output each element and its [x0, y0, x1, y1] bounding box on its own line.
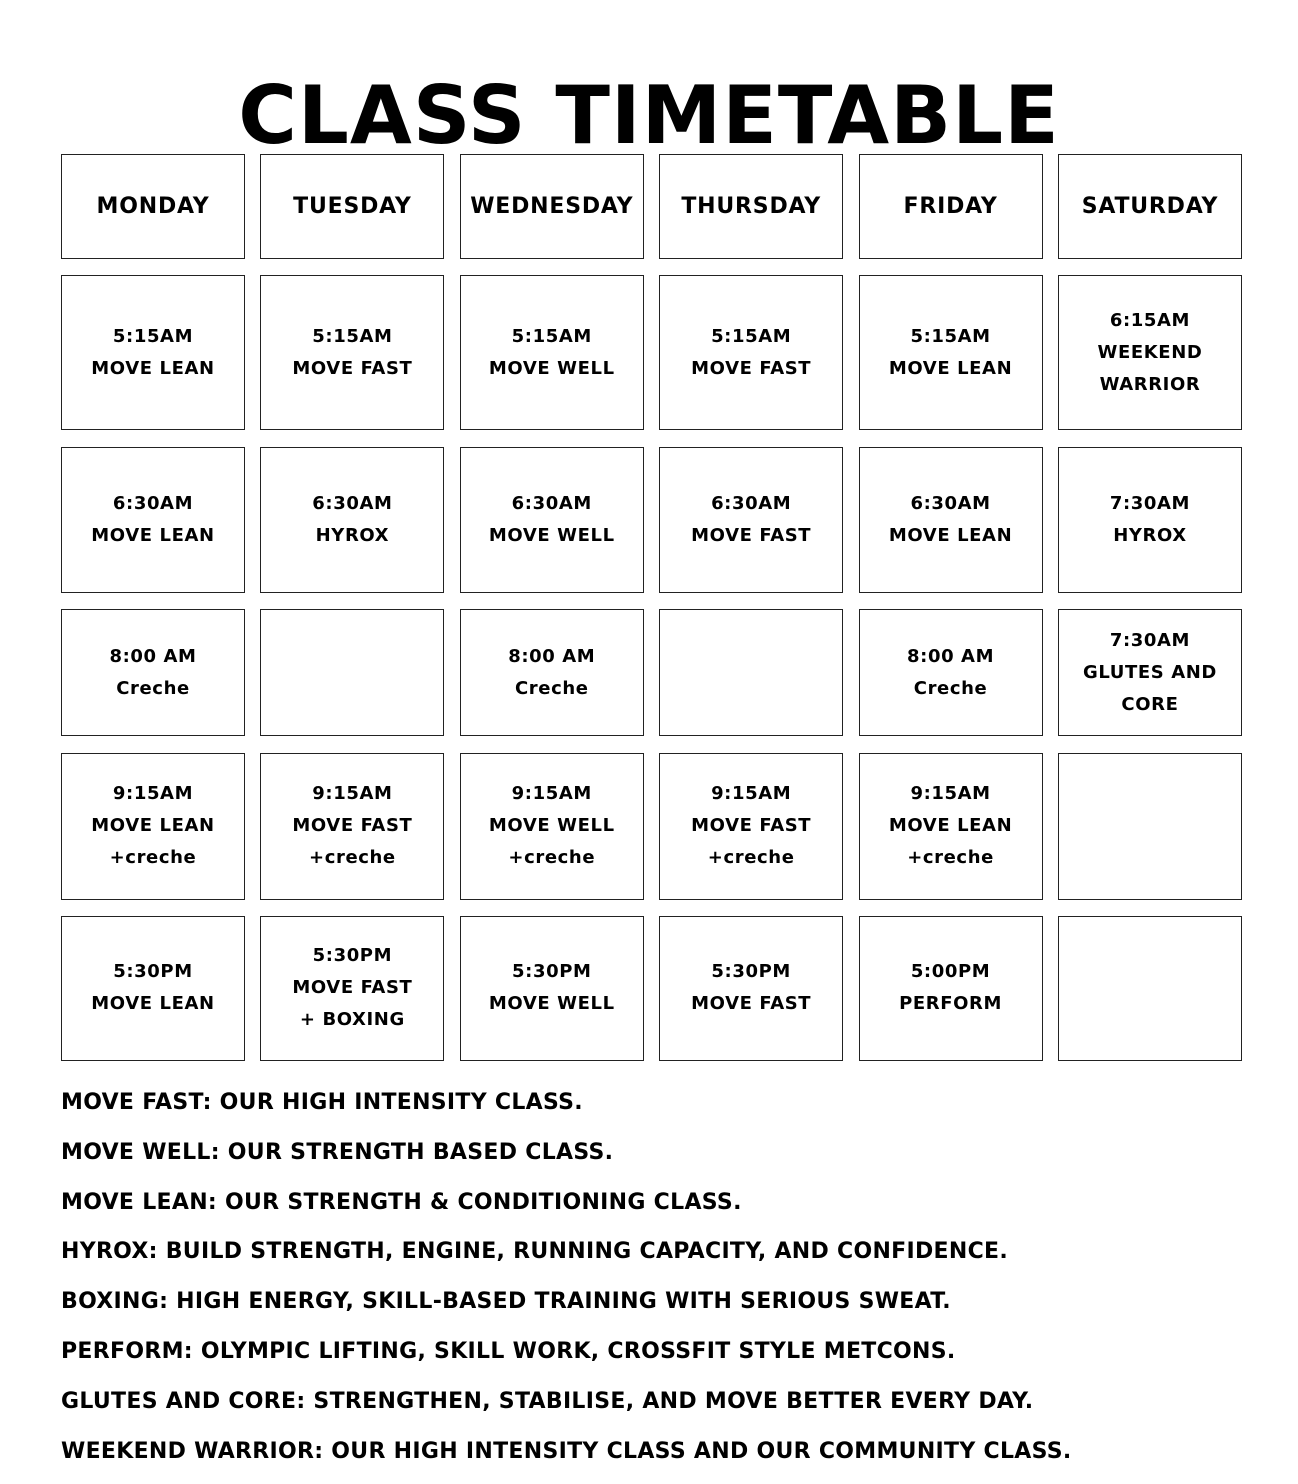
- class-slot: [659, 916, 843, 1061]
- class-name: PERFORM: [899, 993, 1003, 1015]
- class-name: WARRIOR: [1099, 373, 1201, 395]
- class-time: 5:30PM: [512, 961, 592, 983]
- class-name: +creche: [309, 847, 396, 869]
- day-header-wednesday: [460, 154, 644, 259]
- class-slot: [1058, 275, 1242, 430]
- class-slot: [859, 275, 1043, 430]
- class-time: 5:15AM: [910, 325, 991, 347]
- class-slot: [61, 275, 245, 430]
- class-time: 5:00PM: [910, 961, 991, 983]
- legend-item: PERFORM: OLYMPIC LIFTING, SKILL WORK, CROSSFIT STYLE METCONS.: [61, 1338, 956, 1364]
- class-slot: [859, 753, 1043, 900]
- class-name: Creche: [116, 677, 190, 699]
- class-slot: [659, 447, 843, 593]
- class-slot: [460, 447, 644, 593]
- class-name: MOVE LEAN: [91, 815, 215, 837]
- day-header-thursday: [659, 154, 843, 259]
- class-name: MOVE FAST: [292, 815, 413, 837]
- class-slot: [859, 609, 1043, 736]
- day-header-label: MONDAY: [96, 193, 210, 219]
- class-slot: [1058, 609, 1242, 736]
- class-time: 8:00 AM: [907, 645, 995, 667]
- class-slot: [260, 916, 444, 1061]
- class-time: 9:15AM: [511, 783, 592, 805]
- class-time: 8:00 AM: [109, 645, 197, 667]
- class-name: MOVE WELL: [488, 524, 615, 546]
- class-time: 5:30PM: [113, 961, 193, 983]
- class-name: GLUTES AND: [1082, 661, 1217, 683]
- day-header-tuesday: [260, 154, 444, 259]
- day-header-label: WEDNESDAY: [470, 193, 634, 219]
- class-slot: [460, 753, 644, 900]
- class-name: +creche: [109, 847, 197, 869]
- class-time: 5:30PM: [312, 945, 393, 967]
- class-time: 5:15AM: [312, 325, 393, 347]
- class-slot: [859, 916, 1043, 1061]
- class-name: MOVE LEAN: [91, 357, 215, 379]
- class-slot: [859, 447, 1043, 593]
- empty-slot: [659, 609, 843, 736]
- class-name: +creche: [707, 847, 795, 869]
- legend-item: HYROX: BUILD STRENGTH, ENGINE, RUNNING CAPACITY, AND CONFIDENCE.: [61, 1239, 1009, 1265]
- page-title: CLASS TIMETABLE: [238, 68, 1060, 162]
- class-name: MOVE LEAN: [91, 524, 215, 546]
- class-name: +creche: [907, 847, 994, 869]
- class-name: +creche: [508, 847, 596, 869]
- class-name: MOVE FAST: [292, 977, 413, 999]
- class-name: MOVE FAST: [691, 815, 812, 837]
- class-time: 9:15AM: [112, 783, 194, 805]
- class-name: MOVE WELL: [488, 815, 615, 837]
- class-name: MOVE LEAN: [888, 357, 1013, 379]
- class-time: 7:30AM: [1109, 492, 1191, 514]
- class-slot: [460, 609, 644, 736]
- class-name: MOVE FAST: [691, 524, 812, 546]
- legend-item: BOXING: HIGH ENERGY, SKILL-BASED TRAINING WITH SERIOUS SWEAT.: [61, 1289, 951, 1315]
- class-slot: [61, 447, 245, 593]
- class-time: 5:15AM: [711, 325, 792, 347]
- class-name: WEEKEND: [1097, 341, 1203, 363]
- class-slot: [460, 275, 644, 430]
- class-name: MOVE LEAN: [888, 524, 1013, 546]
- class-name: + BOXING: [299, 1009, 405, 1031]
- class-slot: [260, 753, 444, 900]
- day-header-label: FRIDAY: [903, 193, 998, 219]
- class-time: 8:00 AM: [508, 645, 596, 667]
- day-header-label: THURSDAY: [681, 193, 821, 219]
- class-name: MOVE FAST: [292, 357, 413, 379]
- empty-slot: [1058, 753, 1242, 900]
- empty-slot: [260, 609, 444, 736]
- legend-item: GLUTES AND CORE: STRENGTHEN, STABILISE, AND MOVE BETTER EVERY DAY.: [61, 1388, 1034, 1414]
- class-name: MOVE LEAN: [91, 993, 215, 1015]
- day-header-friday: [859, 154, 1043, 259]
- day-header-monday: [61, 154, 245, 259]
- class-name: HYROX: [315, 524, 390, 546]
- class-time: 5:30PM: [711, 961, 791, 983]
- class-slot: [460, 916, 644, 1061]
- class-time: 5:15AM: [112, 325, 194, 347]
- class-slot: [659, 275, 843, 430]
- timetable-grid: [61, 154, 1242, 1061]
- class-name: MOVE WELL: [488, 993, 615, 1015]
- class-time: 6:30AM: [711, 492, 792, 514]
- legend-item: MOVE LEAN: OUR STRENGTH & CONDITIONING CLASS.: [61, 1189, 742, 1215]
- class-slot: [659, 753, 843, 900]
- class-time: 6:15AM: [1109, 309, 1191, 331]
- class-slot: [61, 753, 245, 900]
- day-header-saturday: [1058, 154, 1242, 259]
- class-legend: [61, 1078, 1261, 1476]
- empty-slot: [1058, 916, 1242, 1061]
- class-name: CORE: [1121, 693, 1179, 715]
- class-time: 9:15AM: [312, 783, 393, 805]
- class-slot: [260, 275, 444, 430]
- class-name: MOVE LEAN: [888, 815, 1013, 837]
- class-slot: [61, 609, 245, 736]
- class-time: 7:30AM: [1109, 629, 1191, 651]
- class-time: 5:15AM: [511, 325, 592, 347]
- class-time: 6:30AM: [910, 492, 991, 514]
- class-name: Creche: [913, 677, 988, 699]
- class-name: MOVE WELL: [488, 357, 615, 379]
- day-header-label: TUESDAY: [293, 193, 412, 219]
- day-header-label: SATURDAY: [1081, 193, 1219, 219]
- class-time: 6:30AM: [312, 492, 393, 514]
- class-name: Creche: [514, 677, 589, 699]
- class-slot: [260, 447, 444, 593]
- class-slot: [1058, 447, 1242, 593]
- class-slot: [61, 916, 245, 1061]
- class-name: MOVE FAST: [691, 357, 812, 379]
- class-name: MOVE FAST: [691, 993, 812, 1015]
- legend-item: MOVE FAST: OUR HIGH INTENSITY CLASS.: [61, 1090, 583, 1115]
- legend-item: MOVE WELL: OUR STRENGTH BASED CLASS.: [61, 1139, 614, 1165]
- class-time: 9:15AM: [711, 783, 792, 805]
- legend-item: WEEKEND WARRIOR: OUR HIGH INTENSITY CLASS AND OUR COMMUNITY CLASS.: [61, 1438, 1072, 1464]
- class-time: 9:15AM: [910, 783, 991, 805]
- class-name: HYROX: [1113, 524, 1187, 546]
- class-time: 6:30AM: [112, 492, 194, 514]
- class-time: 6:30AM: [511, 492, 592, 514]
